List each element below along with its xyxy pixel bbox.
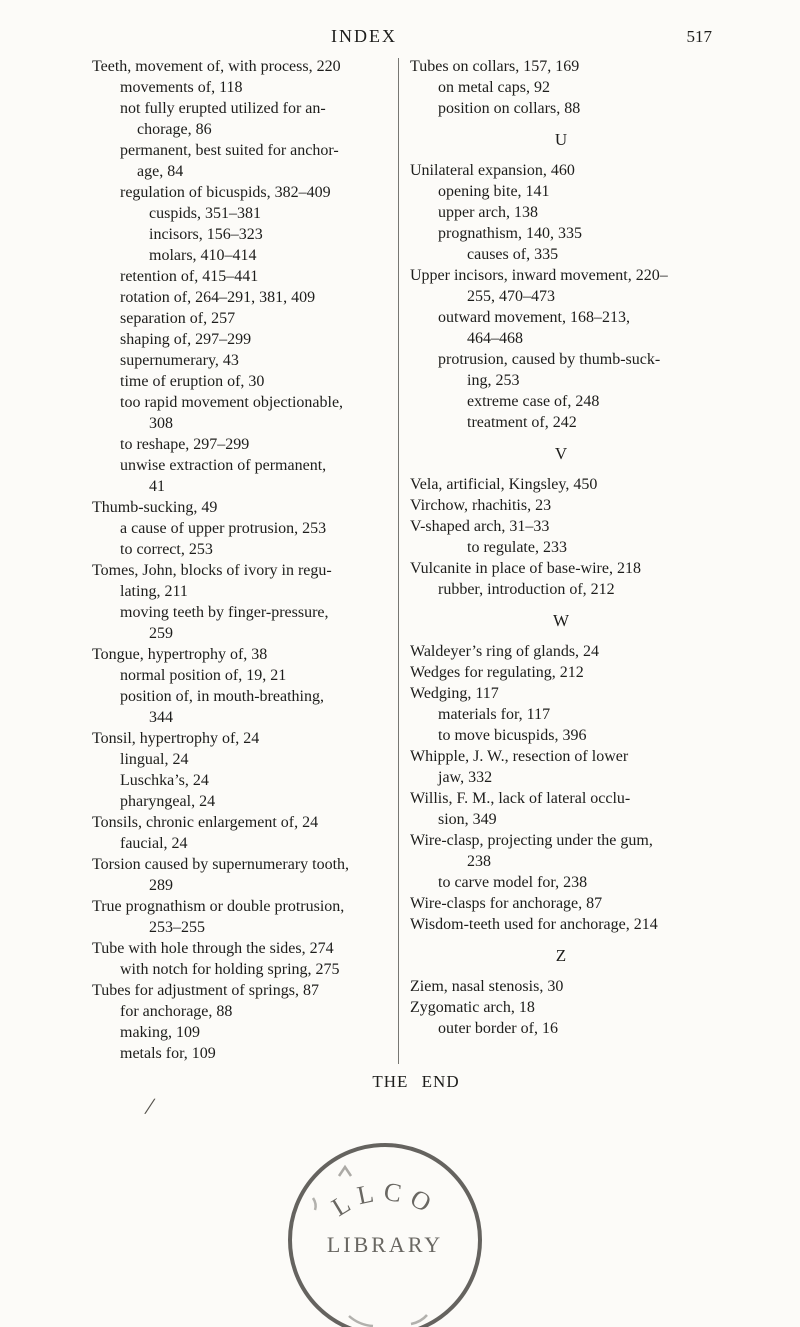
index-entry-line: Whipple, J. W., resection of lower: [410, 748, 629, 765]
index-entry-line: Tongue, hypertrophy of, 38: [92, 646, 268, 663]
stamp-ink-mark: [411, 1315, 427, 1324]
index-entry-line: Willis, F. M., lack of lateral occlu-: [410, 790, 631, 807]
index-entry-line: Torsion caused by supernumerary tooth,: [92, 856, 350, 873]
index-entry-line: position on collars, 88: [438, 100, 581, 117]
index-column-left: [92, 56, 388, 1064]
index-entry-line: Wire-clasps for anchorage, 87: [410, 895, 603, 912]
stamp-circle: [290, 1145, 480, 1327]
index-entry-line: to reshape, 297–299: [120, 436, 250, 453]
index-entry-line: lating, 211: [120, 583, 188, 600]
index-entry-line: Wedges for regulating, 212: [410, 664, 584, 681]
index-entry-line: Teeth, movement of, with process, 220: [92, 58, 341, 75]
index-entry-line: True prognathism or double protrusion,: [92, 898, 345, 915]
index-entry-line: Wisdom-teeth used for anchorage, 214: [410, 916, 658, 933]
index-entry-line: Tubes on collars, 157, 169: [410, 58, 580, 75]
column-divider-rule: [398, 58, 399, 1064]
index-entry-line: 308: [149, 415, 173, 432]
svg-text:LLCO: [327, 1177, 443, 1222]
index-entry-line: Luschka’s, 24: [120, 772, 209, 789]
library-stamp-icon: [265, 1140, 505, 1327]
index-entry-line: moving teeth by finger-pressure,: [120, 604, 329, 621]
index-section-letter: Z: [555, 946, 567, 965]
index-entry-line: Tonsils, chronic enlargement of, 24: [92, 814, 319, 831]
index-entry-line: Ziem, nasal stenosis, 30: [410, 978, 564, 995]
index-column-right: [410, 56, 712, 1064]
index-entry-line: metals for, 109: [120, 1045, 216, 1062]
index-entry-line: position of, in mouth-breathing,: [120, 688, 324, 705]
index-entry-line: permanent, best suited for anchor-: [120, 142, 339, 159]
index-entry-line: 289: [149, 877, 173, 894]
pen-mark: /: [144, 1093, 155, 1121]
index-columns: [92, 56, 712, 1064]
index-entry-line: Wire-clasp, projecting under the gum,: [410, 832, 653, 849]
index-entry-line: sion, 349: [438, 811, 497, 828]
index-entry-line: protrusion, caused by thumb-suck-: [438, 351, 661, 368]
index-entry-line: too rapid movement objectionable,: [120, 394, 344, 411]
page-number: 517: [686, 27, 712, 46]
index-entry-line: extreme case of, 248: [467, 393, 600, 410]
index-entry-line: regulation of bicuspids, 382–409: [120, 184, 331, 201]
page-header-title: INDEX: [331, 26, 397, 46]
index-section-letter: U: [554, 130, 568, 149]
index-entry-line: shaping of, 297–299: [120, 331, 252, 348]
index-entry-line: molars, 410–414: [149, 247, 257, 264]
index-entry-line: movements of, 118: [120, 79, 243, 96]
index-entry-line: Wedging, 117: [410, 685, 499, 702]
index-entry-line: a cause of upper protrusion, 253: [120, 520, 327, 537]
index-entry-line: 464–468: [467, 330, 523, 347]
the-end-text: THE END: [372, 1072, 460, 1091]
index-entry-line: retention of, 415–441: [120, 268, 259, 285]
index-section-letter: W: [552, 611, 570, 630]
index-entry-line: Tomes, John, blocks of ivory in regu-: [92, 562, 332, 579]
index-entry-line: making, 109: [120, 1024, 200, 1041]
index-entry-line: supernumerary, 43: [120, 352, 239, 369]
index-entry-line: materials for, 117: [438, 706, 551, 723]
index-entry-line: Upper incisors, inward movement, 220–: [410, 267, 668, 284]
index-entry-line: Waldeyer’s ring of glands, 24: [410, 643, 600, 660]
page-header: [92, 26, 712, 52]
index-entry-line: chorage, 86: [137, 121, 212, 138]
index-entry-line: 344: [149, 709, 173, 726]
index-entry-line: prognathism, 140, 335: [438, 225, 582, 242]
index-entry-line: for anchorage, 88: [120, 1003, 233, 1020]
index-entry-line: treatment of, 242: [467, 414, 577, 431]
index-entry-line: opening bite, 141: [438, 183, 550, 200]
index-entry-line: Tonsil, hypertrophy of, 24: [92, 730, 260, 747]
index-entry-line: separation of, 257: [120, 310, 236, 327]
stamp-library-text: LIBRARY: [326, 1232, 444, 1257]
index-entry-line: with notch for holding spring, 275: [120, 961, 340, 978]
index-entry-line: 259: [149, 625, 173, 642]
index-entry-line: Vulcanite in place of base-wire, 218: [410, 560, 641, 577]
index-entry-line: 41: [149, 478, 165, 495]
index-entry-line: to correct, 253: [120, 541, 213, 558]
index-entry-line: to regulate, 233: [467, 539, 567, 556]
index-entry-line: age, 84: [137, 163, 184, 180]
index-entry-line: pharyngeal, 24: [120, 793, 216, 810]
index-entry-line: to carve model for, 238: [438, 874, 588, 891]
index-entry-line: normal position of, 19, 21: [120, 667, 287, 684]
index-entry-line: faucial, 24: [120, 835, 188, 852]
index-entry-line: Tubes for adjustment of springs, 87: [92, 982, 319, 999]
index-entry-line: rotation of, 264–291, 381, 409: [120, 289, 316, 306]
index-entry-line: Thumb-sucking, 49: [92, 499, 218, 516]
stamp-ink-mark: [313, 1198, 316, 1210]
index-entry-line: to move bicuspids, 396: [438, 727, 587, 744]
index-entry-line: cuspids, 351–381: [149, 205, 261, 222]
index-entry-line: incisors, 156–323: [149, 226, 263, 243]
index-entry-line: not fully erupted utilized for an-: [120, 100, 326, 117]
index-entry-line: rubber, introduction of, 212: [438, 581, 615, 598]
index-section-letter: V: [554, 444, 568, 463]
index-entry-line: V-shaped arch, 31–33: [410, 518, 550, 535]
stamp-ink-mark: [339, 1167, 351, 1176]
index-entry-line: Tube with hole through the sides, 274: [92, 940, 334, 957]
index-entry-line: time of eruption of, 30: [120, 373, 265, 390]
index-entry-line: Virchow, rhachitis, 23: [410, 497, 552, 514]
index-entry-line: Unilateral expansion, 460: [410, 162, 575, 179]
index-entry-line: Vela, artificial, Kingsley, 450: [410, 476, 598, 493]
index-entry-line: upper arch, 138: [438, 204, 538, 221]
index-entry-line: lingual, 24: [120, 751, 189, 768]
index-entry-line: 238: [467, 853, 491, 870]
stamp-arc-text: LLCO: [326, 1176, 444, 1223]
index-entry-line: ing, 253: [467, 372, 520, 389]
index-entry-line: 255, 470–473: [467, 288, 555, 305]
index-entry-line: Zygomatic arch, 18: [410, 999, 535, 1016]
stamp-ink-mark: [349, 1316, 373, 1326]
index-entry-line: on metal caps, 92: [438, 79, 550, 96]
index-entry-line: jaw, 332: [438, 769, 493, 786]
index-entry-line: outward movement, 168–213,: [438, 309, 630, 326]
index-entry-line: outer border of, 16: [438, 1020, 558, 1037]
index-entry-line: unwise extraction of permanent,: [120, 457, 327, 474]
index-entry-line: causes of, 335: [467, 246, 559, 263]
index-entry-line: 253–255: [149, 919, 205, 936]
